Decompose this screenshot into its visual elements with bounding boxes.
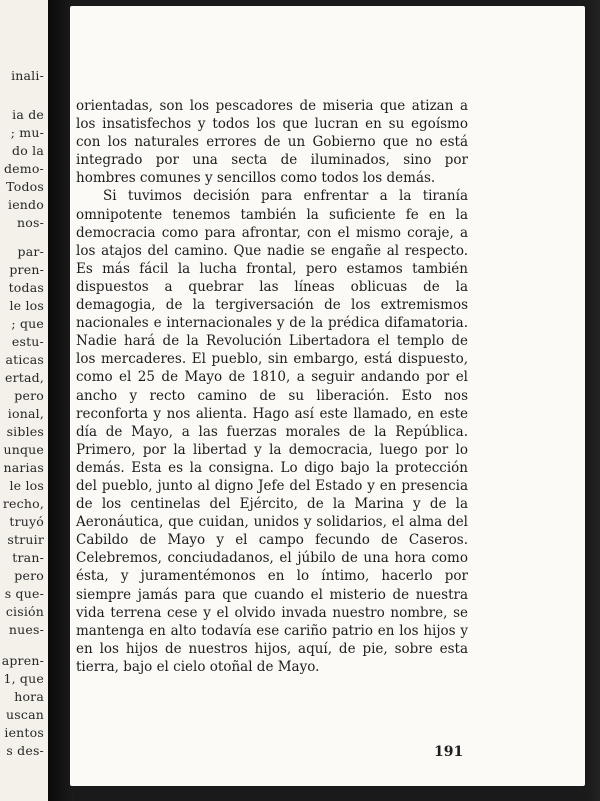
left-fragment: s que- xyxy=(4,586,44,601)
left-fragment: aticas xyxy=(5,352,44,367)
left-fragment: recho, xyxy=(2,496,44,511)
right-page xyxy=(70,6,585,786)
left-page xyxy=(0,0,48,801)
left-fragment: ientos xyxy=(4,725,44,740)
body-text xyxy=(76,97,468,676)
left-fragment: uscan xyxy=(6,707,44,722)
paragraph: orientadas, son los pescadores de miseria que atizan a los insatisfechos y todos los que lucran en su egoísmo con los naturales errores de un Gobierno que no está integrado por una secta de iluminados, sino por hombres comunes y sencillos como todos los demás. xyxy=(76,98,468,187)
left-fragment: pren- xyxy=(9,262,44,277)
left-fragment: pero xyxy=(14,568,44,583)
page-number: 191 xyxy=(434,744,464,760)
left-fragment: 1, que xyxy=(3,671,44,686)
left-fragment: Todos xyxy=(6,179,44,194)
left-fragment: ional, xyxy=(7,406,44,421)
left-fragment: truyó xyxy=(9,514,44,529)
left-fragment: demo- xyxy=(3,161,44,176)
left-fragment: le los xyxy=(9,298,44,313)
left-fragment: le los xyxy=(9,478,44,493)
left-fragment: s des- xyxy=(6,743,44,758)
left-fragment: nos- xyxy=(16,215,44,230)
left-fragment: iendo xyxy=(8,197,44,212)
left-fragment: tran- xyxy=(12,550,44,565)
left-fragment: narias xyxy=(3,460,44,475)
left-fragment: ertad, xyxy=(4,370,44,385)
left-fragment: cisión xyxy=(5,604,44,619)
left-fragment: estu- xyxy=(11,334,44,349)
left-fragment: inali- xyxy=(11,68,44,83)
left-fragment: do la xyxy=(12,143,44,158)
left-fragment: ; que xyxy=(11,316,44,331)
left-fragment: par- xyxy=(17,244,44,259)
left-fragment: todas xyxy=(8,280,44,295)
left-fragment: ; mu- xyxy=(10,125,44,140)
left-fragment: struir xyxy=(7,532,44,547)
left-fragment: nues- xyxy=(8,622,44,637)
left-fragment: apren- xyxy=(1,653,44,668)
left-fragment: sibles xyxy=(6,424,44,439)
paragraph: Si tuvimos decisión para enfrentar a la tiranía omnipotente tenemos también la suficiente fe en la democracia como para afrontar, con el mismo coraje, a los atajos del camino. Que nadie se engañe al respecto. Es más fácil la lucha frontal, pero estamos también dispuestos a quebrar las líneas oblicuas de la demagogia, de la tergiversación de los extremismos nacionales e internacionales y de la prédica difamatoria. Nadie hará de la Revolución Libertadora el templo de los mercaderes. El pueblo, sin embargo, está dispuesto, como el 25 de Mayo de 1810, a seguir andando por el ancho y recto camino de su liberación. Esto nos reconforta y nos alienta. Hago así este llamado, en este día de Mayo, a las fuerzas morales de la República. Primero, por la libertad y la democracia, luego por lo demás. Esta es la consigna. Lo digo bajo la protección del pueblo, junto al digno Jefe del Estado y en presencia de los centinelas del Ejército, de la Marina y de la Aeronáutica, que cuidan, unidos y solidarios, el alma del Cabildo de Mayo y el campo fecundo de Caseros. Celebremos, conciudadanos, el júbilo de una hora como ésta, y juramentémonos en lo íntimo, hacerlo por siempre jamás para que cuando el misterio de nuestra vida terrena cese y el olvido invada nuestro nombre, se mantenga en alto todavía ese cariño patrio en los hijos y en los hijos de nuestros hijos, aquí, de pie, sobre esta tierra, bajo el cielo otoñal de Mayo. xyxy=(76,188,468,675)
left-fragment: pero xyxy=(14,388,44,403)
left-fragment: ia de xyxy=(12,107,44,122)
page-edge-shadow xyxy=(586,0,600,801)
left-fragment: unque xyxy=(3,442,44,457)
left-fragment: hora xyxy=(14,689,44,704)
